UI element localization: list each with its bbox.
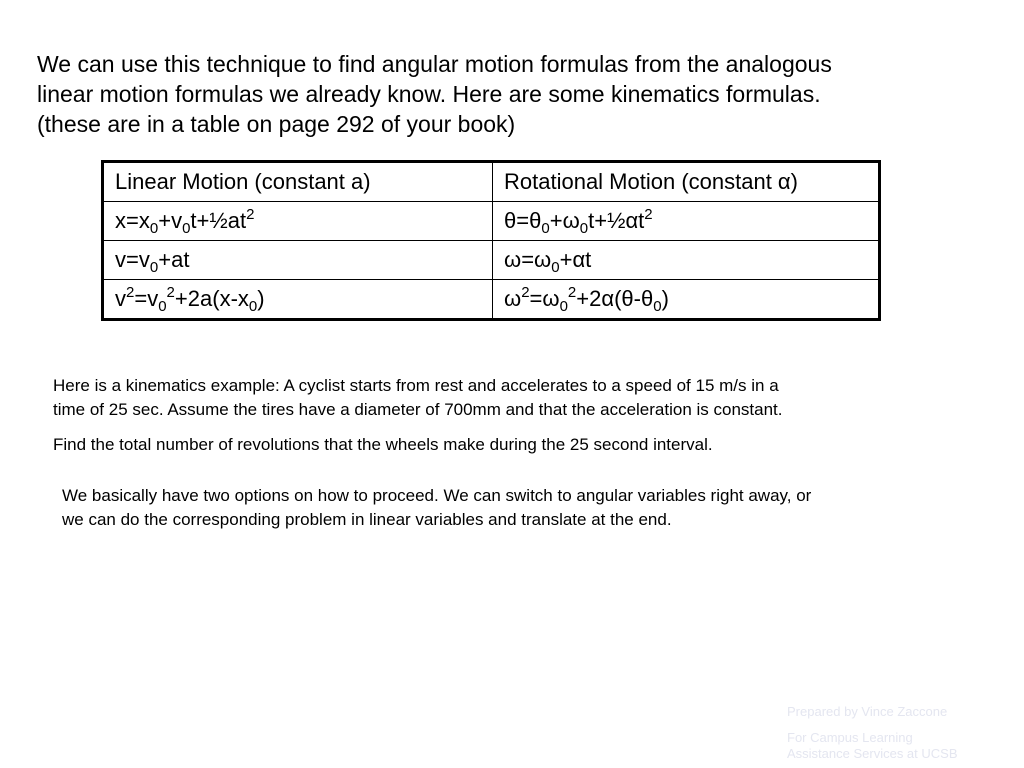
angular-velocity-squared-formula: $\omega^2=\omega_0^2+2\alpha(\theta-\theta_0)$ [493, 280, 880, 320]
footer-affiliation [787, 730, 958, 762]
angular-position-formula: $\theta=\theta_0+\omega_0t+\frac{1}{2}\alpha t^2$ [493, 202, 880, 241]
options-paragraph [62, 484, 811, 532]
footer-affiliation-line: Assistance Services at UCSB [787, 746, 958, 761]
footer-affiliation-line: For Campus Learning [787, 730, 913, 745]
options-line: We basically have two options on how to proceed. We can switch to angular variables right away, or [62, 486, 812, 505]
table-row [103, 202, 880, 241]
options-line: we can do the corresponding problem in linear variables and translate at the end. [62, 510, 672, 529]
table-row [103, 280, 880, 320]
linear-velocity-squared-formula: $v^2=v_0^2+2a(x-x_0)$ [103, 280, 493, 320]
intro-line: (these are in a table on page 292 of your book) [37, 111, 516, 137]
example-line: Here is a kinematics example: A cyclist starts from rest and accelerates to a speed of 15 m/s in a [53, 376, 779, 395]
intro-paragraph [37, 49, 997, 139]
example-paragraph [53, 374, 983, 422]
example-question: Find the total number of revolutions that the wheels make during the 25 second interval. [53, 435, 713, 454]
header-linear-motion: Linear Motion (constant a) [103, 162, 493, 202]
table-row [103, 241, 880, 280]
linear-velocity-formula: $v=v_0+at$ [103, 241, 493, 280]
footer-prepared-by: Prepared by Vince Zaccone [787, 704, 948, 719]
intro-line: linear motion formulas we already know. Here are some kinematics formulas. [37, 81, 821, 107]
linear-position-formula: $x=x_0+v_0t+\frac{1}{2}at^2$ [103, 202, 493, 241]
header-rotational-motion: Rotational Motion (constant α) [493, 162, 880, 202]
example-line: time of 25 sec. Assume the tires have a diameter of 700mm and that the acceleration is constant. [53, 400, 783, 419]
kinematics-formula-table [101, 160, 881, 321]
table-header-row [103, 162, 880, 202]
angular-velocity-formula: $\omega=\omega_0+\alpha t$ [493, 241, 880, 280]
intro-line: We can use this technique to find angular motion formulas from the analogous [37, 51, 832, 77]
